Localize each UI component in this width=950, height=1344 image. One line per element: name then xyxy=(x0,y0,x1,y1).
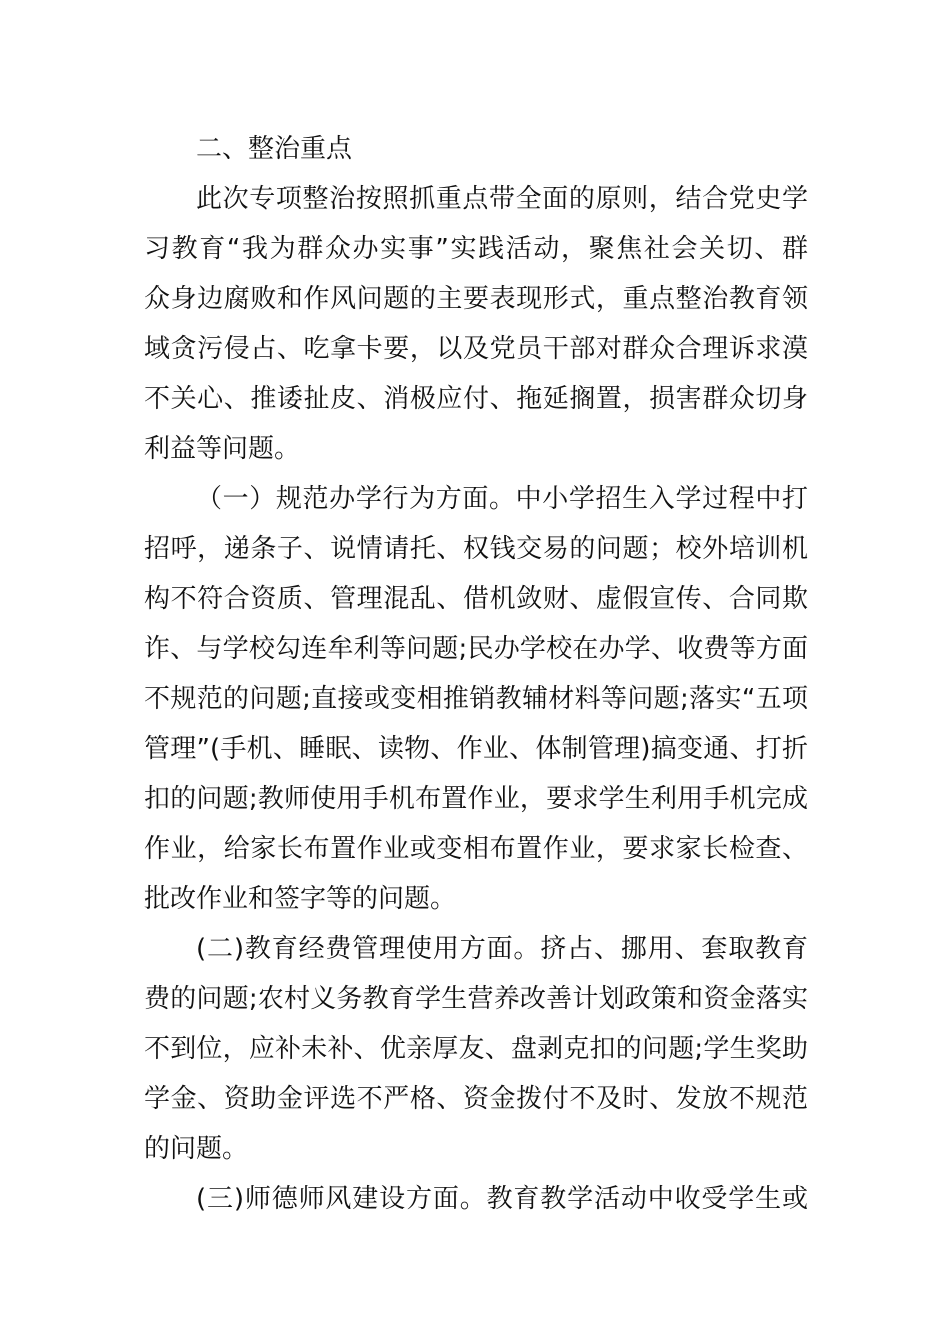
paragraph-line: (三)师德师风建设方面。教育教学活动中收受学生或 xyxy=(196,1184,808,1214)
paragraph-intro xyxy=(144,174,808,474)
paragraph-line: 域贪污侵占、吃拿卡要，以及党员干部对群众合理诉求漠 xyxy=(144,334,808,364)
paragraph-line: 批改作业和签字等的问题。 xyxy=(144,884,457,914)
paragraph-line: (二)教育经费管理使用方面。挤占、挪用、套取教育 xyxy=(196,934,808,964)
paragraph-line: 招呼，递条子、说情请托、权钱交易的问题；校外培训机 xyxy=(144,534,808,564)
paragraph-line: 此次专项整治按照抓重点带全面的原则，结合党史学 xyxy=(196,184,808,214)
paragraph-line: 构不符合资质、管理混乱、借机敛财、虚假宣传、合同欺 xyxy=(144,584,808,614)
paragraph-line: 扣的问题;教师使用手机布置作业，要求学生利用手机完成 xyxy=(144,784,808,814)
paragraph-line: 作业，给家长布置作业或变相布置作业，要求家长检查、 xyxy=(144,834,808,864)
paragraph-line: 不规范的问题;直接或变相推销教辅材料等问题;落实“五项 xyxy=(144,684,808,714)
paragraph-line: 费的问题;农村义务教育学生营养改善计划政策和资金落实 xyxy=(144,984,808,1014)
paragraph-line: 利益等问题。 xyxy=(144,434,301,464)
document-body xyxy=(144,124,808,1224)
paragraph-line: （一）规范办学行为方面。中小学招生入学过程中打 xyxy=(196,484,808,514)
paragraph-line: 管理”(手机、睡眠、读物、作业、体制管理)搞变通、打折 xyxy=(144,734,808,764)
paragraph-line: 的问题。 xyxy=(144,1134,249,1164)
paragraph-school-conduct xyxy=(144,474,808,924)
paragraph-line: 诈、与学校勾连牟利等问题;民办学校在办学、收费等方面 xyxy=(144,634,808,664)
paragraph-line: 习教育“我为群众办实事”实践活动，聚焦社会关切、群 xyxy=(144,234,808,264)
paragraph-line: 众身边腐败和作风问题的主要表现形式，重点整治教育领 xyxy=(144,284,808,314)
paragraph-line: 不关心、推诿扯皮、消极应付、拖延搁置，损害群众切身 xyxy=(144,384,808,414)
paragraph-teacher-ethics xyxy=(144,1174,808,1224)
section-heading: 二、整治重点 xyxy=(196,134,353,164)
paragraph-line: 学金、资助金评选不严格、资金拨付不及时、发放不规范 xyxy=(144,1084,808,1114)
paragraph-funding xyxy=(144,924,808,1174)
paragraph-line: 不到位，应补未补、优亲厚友、盘剥克扣的问题;学生奖助 xyxy=(144,1034,808,1064)
